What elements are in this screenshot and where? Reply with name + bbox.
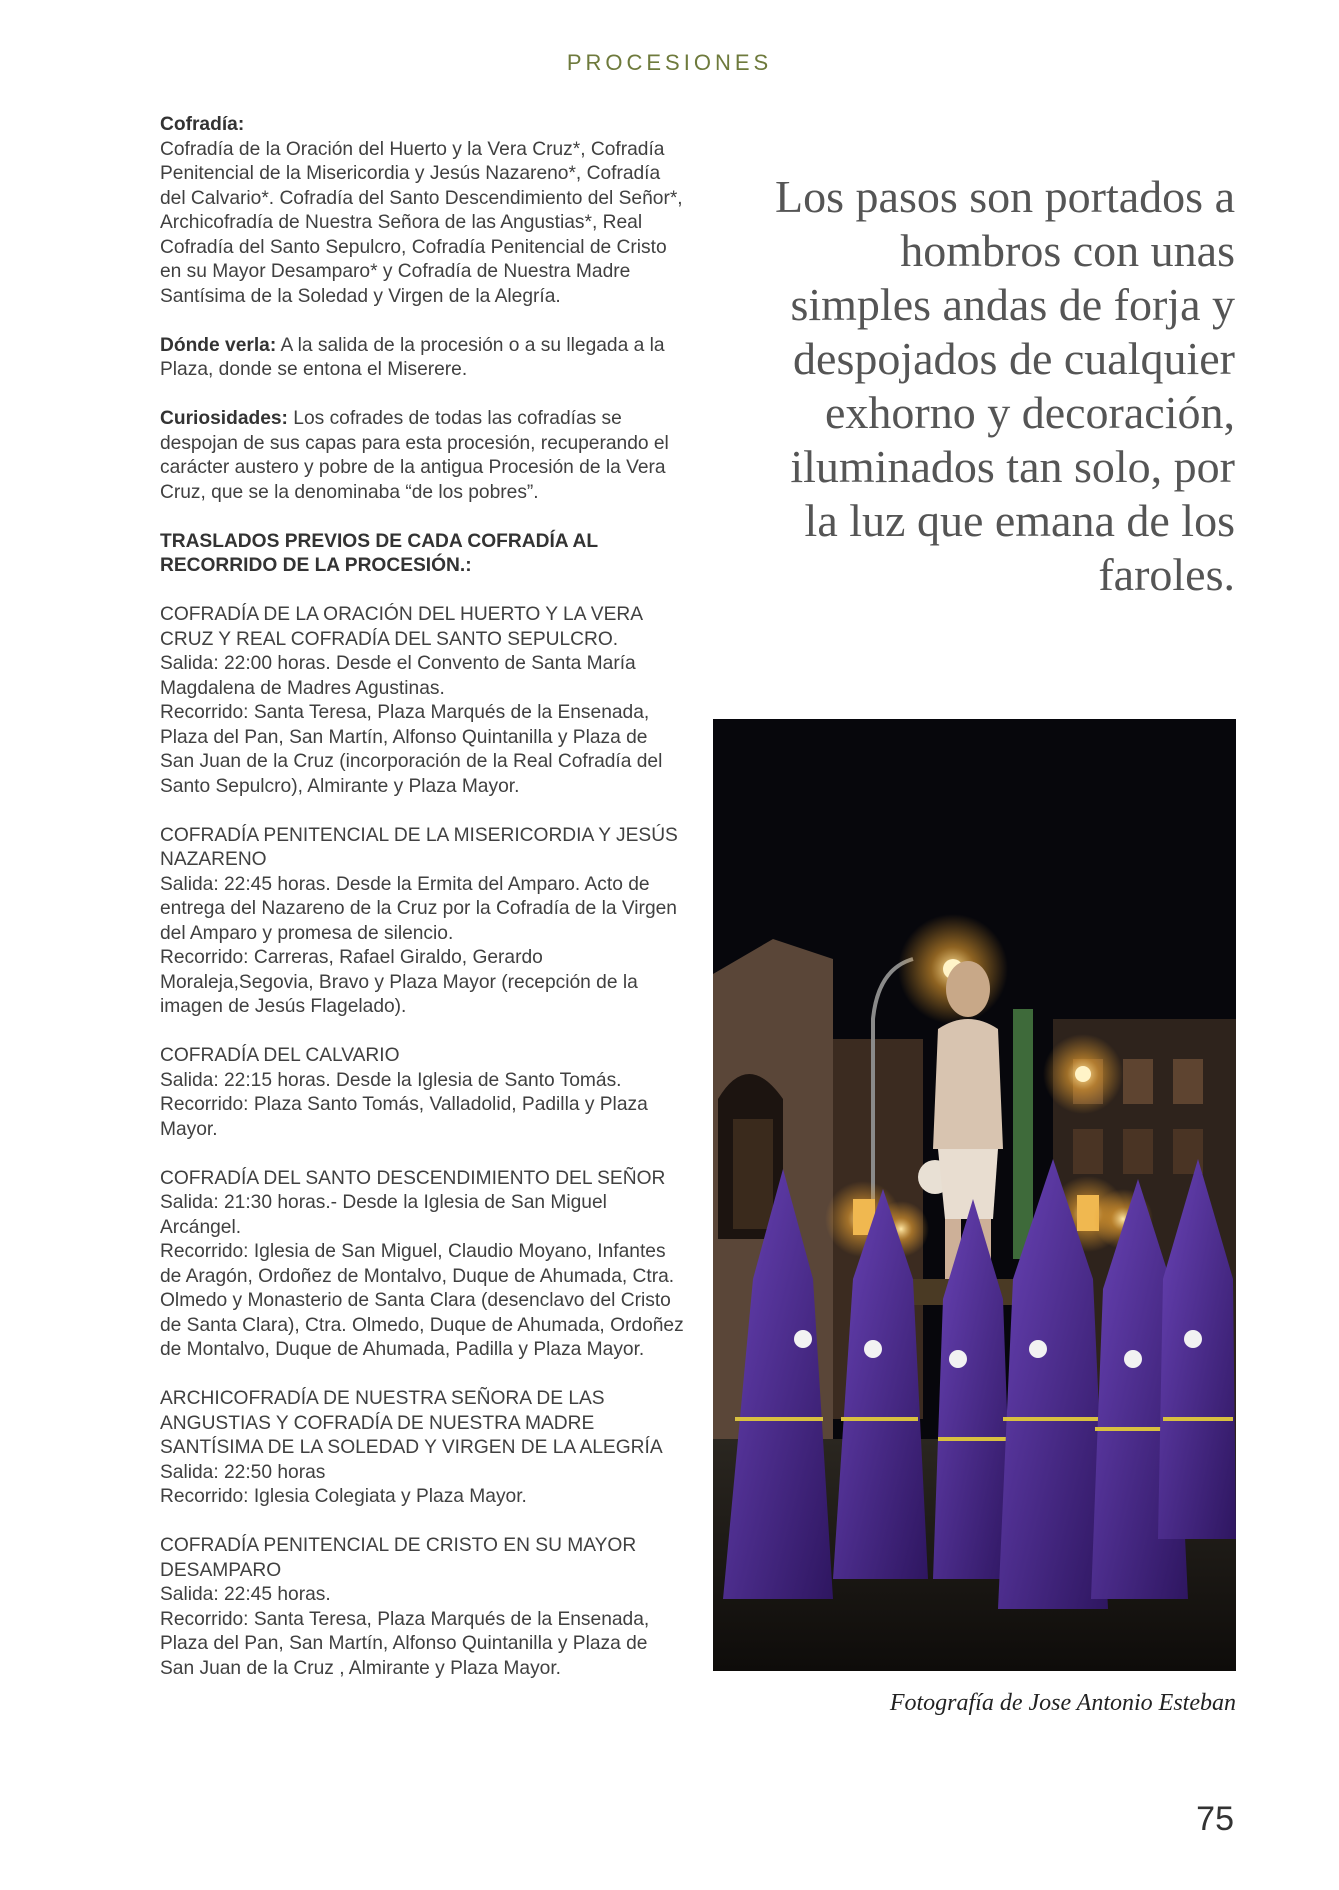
procession-photo: [713, 719, 1236, 1671]
donde-text: A la salida de la procesión o a su llegada a la Plaza, donde se entona el Miserere.: [160, 334, 665, 380]
curiosidades-label: Curiosidades:: [160, 408, 288, 429]
page-number: 75: [1196, 1800, 1234, 1838]
traslado-recorrido: Recorrido: Santa Teresa, Plaza Marqués de la Ensenada, Plaza del Pan, San Martín, Alfonso Quintanilla y Plaza de San Juan de la Cruz (incorporación de la Real Cofradía del Santo Sepulcro), Almirante y Plaza Mayor.: [160, 702, 663, 797]
traslado-recorrido: Recorrido: Plaza Santo Tomás, Valladolid, Padilla y Plaza Mayor.: [160, 1094, 648, 1140]
traslado-salida: Salida: 21:30 horas.- Desde la Iglesia de San Miguel Arcángel.: [160, 1192, 607, 1238]
donde-paragraph: [160, 334, 685, 383]
traslado-item: [160, 603, 685, 799]
traslado-item: [160, 1387, 685, 1510]
info-column: [160, 113, 685, 1706]
traslado-item: [160, 824, 685, 1020]
traslado-salida: Salida: 22:45 horas.: [160, 1584, 331, 1605]
donde-label: Dónde verla:: [160, 334, 277, 356]
curiosidades-text: Los cofrades de todas las cofradías se despojan de sus capas para esta procesión, recuperando el carácter austero y pobre de la antigua Procesión de la Vera Cruz, que se la denominaba “de los pobres”.: [160, 408, 669, 503]
traslado-item: [160, 1044, 685, 1142]
section-header: PROCESIONES: [566, 50, 773, 75]
traslado-salida: Salida: 22:45 horas. Desde la Ermita del Amparo. Acto de entrega del Nazareno de la Cruz por la Cofradía de la Virgen del Amparo y promesa de silencio.: [160, 873, 677, 944]
traslado-item: [160, 1534, 685, 1681]
traslado-recorrido: Recorrido: Carreras, Rafael Giraldo, Gerardo Moraleja,Segovia, Bravo y Plaza Mayor (recepción de la imagen de Jesús Flagelado).: [160, 947, 638, 1017]
traslados-title: TRASLADOS PREVIOS DE CADA COFRADÍA AL RECORRIDO DE LA PROCESIÓN.:: [160, 530, 598, 576]
traslado-recorrido: Recorrido: Iglesia Colegiata y Plaza Mayor.: [160, 1486, 527, 1507]
traslado-item: [160, 1167, 685, 1363]
cofradia-label: Cofradía:: [160, 114, 245, 135]
traslado-title: ARCHICOFRADÍA DE NUESTRA SEÑORA DE LAS ANGUSTIAS Y COFRADÍA DE NUESTRA MADRE SANTÍSIMA DE LA SOLEDAD Y VIRGEN DE LA ALEGRÍA: [160, 1388, 663, 1458]
traslado-salida: Salida: 22:15 horas. Desde la Iglesia de Santo Tomás.: [160, 1069, 622, 1091]
cofradia-paragraph: [160, 113, 685, 309]
traslados-heading: [160, 530, 685, 579]
curiosidades-paragraph: [160, 407, 685, 505]
traslado-title: COFRADÍA PENITENCIAL DE CRISTO EN SU MAYOR DESAMPARO: [160, 1535, 637, 1581]
pull-quote: Los pasos son portados a hombros con unas simples andas de forja y despojados de cualquier exhorno y decoración, iluminados tan solo, por la luz que emana de los faroles.: [775, 171, 1235, 600]
traslado-title: COFRADÍA DEL SANTO DESCENDIMIENTO DEL SEÑOR: [160, 1167, 666, 1189]
traslado-recorrido: Recorrido: Iglesia de San Miguel, Claudio Moyano, Infantes de Aragón, Ordoñez de Montalvo, Duque de Ahumada, Ctra. Olmedo y Monasterio de Santa Clara (desenclavo del Cristo de Santa Clara), Ctra. Olmedo, Duque de Ahumada, Ordoñez de Montalvo, Duque de Ahumada, Padilla y Plaza Mayor.: [160, 1241, 684, 1360]
traslado-recorrido: Recorrido: Santa Teresa, Plaza Marqués de la Ensenada, Plaza del Pan, San Martín, Alfonso Quintanilla y Plaza de San Juan de la Cruz , Almirante y Plaza Mayor.: [160, 1608, 650, 1679]
photo-caption: Fotografía de Jose Antonio Esteban: [889, 1690, 1236, 1716]
traslado-salida: Salida: 22:50 horas: [160, 1461, 326, 1483]
traslado-salida: Salida: 22:00 horas. Desde el Convento de Santa María Magdalena de Madres Agustinas.: [160, 653, 636, 699]
traslado-title: COFRADÍA DEL CALVARIO: [160, 1045, 400, 1066]
cofradia-text: Cofradía de la Oración del Huerto y la Vera Cruz*, Cofradía Penitencial de la Misericordia y Jesús Nazareno*, Cofradía del Calvario*. Cofradía del Santo Descendimiento del Señor*, Archicofradía de Nuestra Señora de las Angustias*, Real Cofradía del Santo Sepulcro, Cofradía Penitencial de Cristo en su Mayor Desamparo* y Cofradía de Nuestra Madre Santísima de la Soledad y Virgen de la Alegría.: [160, 138, 683, 307]
traslado-title: COFRADÍA PENITENCIAL DE LA MISERICORDIA Y JESÚS NAZARENO: [160, 824, 678, 870]
traslado-title: COFRADÍA DE LA ORACIÓN DEL HUERTO Y LA VERA CRUZ Y REAL COFRADÍA DEL SANTO SEPULCRO.: [160, 604, 642, 650]
